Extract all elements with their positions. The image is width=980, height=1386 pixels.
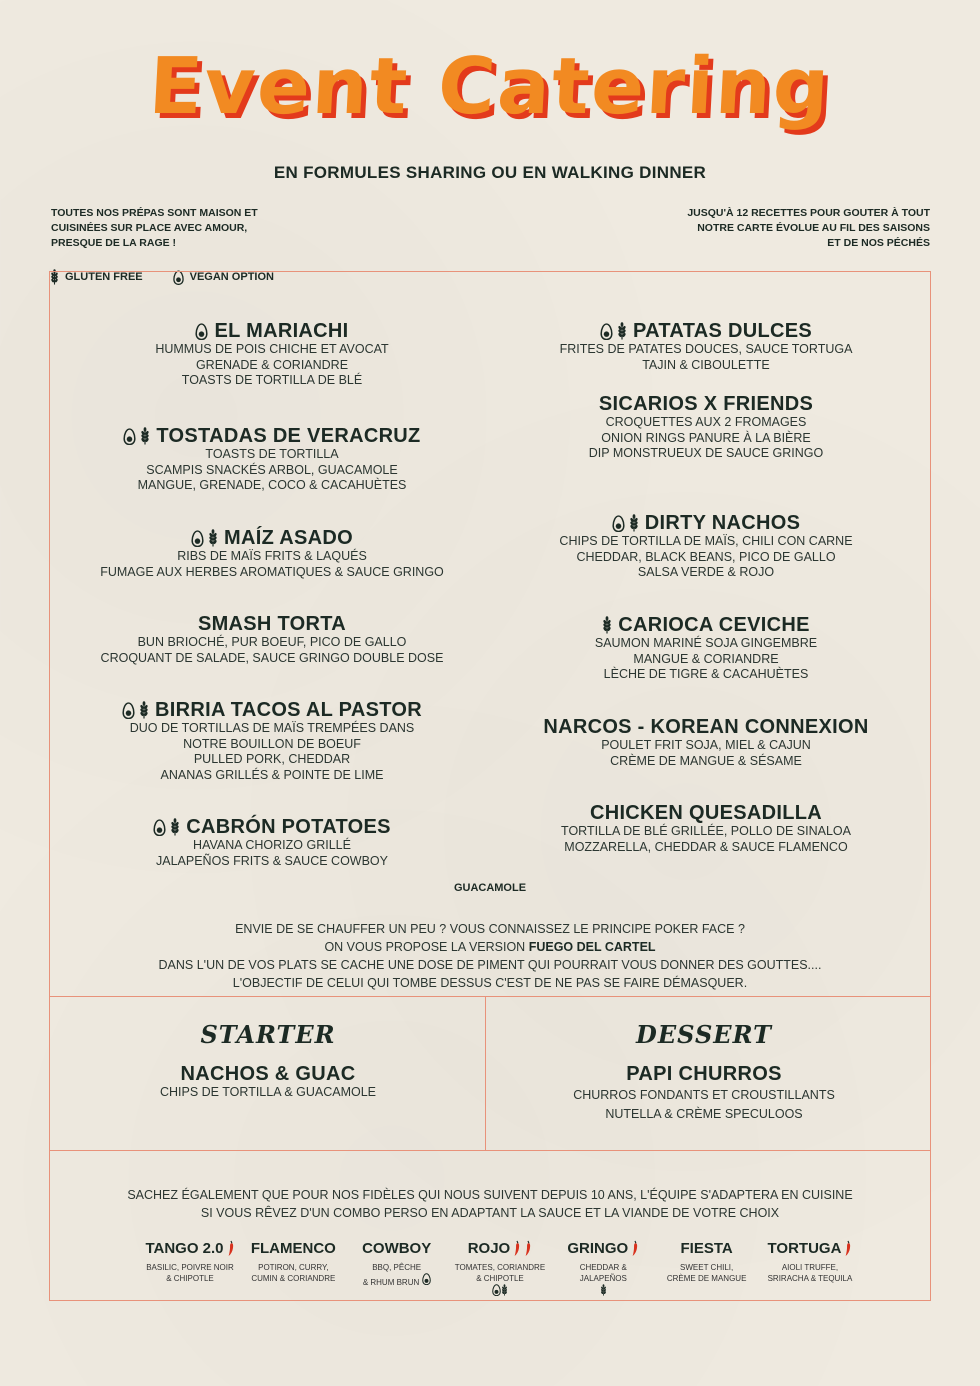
intro-note-line: CUISINÉES SUR PLACE AVEC AMOUR, [51, 222, 248, 234]
intro-note-line: NOTRE CARTE ÉVOLUE AU FIL DES SAISONS [697, 222, 930, 234]
dish-maiz-asado [72, 527, 472, 580]
dish-desc: SAUMON MARINÉ SOJA GINGEMBRE [594, 636, 818, 650]
dish-desc: POULET FRIT SOJA, MIEL & CAJUN [601, 738, 811, 752]
fuego-line: L'OBJECTIF DE CELUI QUI TOMBE DESSUS C'EST DE NE PAS SE FAIRE DÉMASQUER. [232, 976, 748, 990]
dish-desc: CRÈME DE MANGUE & SÉSAME [610, 753, 802, 768]
dish-desc: CHURROS FONDANTS ET CROUSTILLANTS [573, 1088, 835, 1102]
dish-dirty-nachos [506, 512, 906, 581]
dish-tostadas [72, 425, 472, 494]
dish-name: SICARIOS X FRIENDS [598, 393, 814, 415]
bottom-line: SACHEZ ÉGALEMENT QUE POUR NOS FIDÈLES QUI NOUS SUIVENT DEPUIS 10 ANS, L'ÉQUIPE S'ADAPTERA EN CUISINE [127, 1188, 853, 1202]
dish-desc: FRITES DE PATATES DOUCES, SAUCE TORTUGA [559, 342, 853, 356]
dish-desc: MANGUE, GRENADE, COCO & CACAHUÈTES [137, 478, 407, 492]
dish-desc: DUO DE TORTILLAS DE MAÏS TREMPÉES DANS [129, 721, 415, 735]
dish-desc: SCAMPIS SNACKÉS ARBOL, GUACAMOLE [146, 462, 398, 477]
dish-name: CARIOCA CEVICHE [618, 614, 810, 636]
legend-label: GLUTEN FREE [65, 271, 143, 283]
dish-desc: FUMAGE AUX HERBES AROMATIQUES & SAUCE GRINGO [100, 564, 444, 579]
dish-name: NACHOS & GUAC [180, 1063, 356, 1085]
sauce-desc: & RHUM BRUN [362, 1278, 420, 1287]
dish-desc: CHIPS DE TORTILLA & GUACAMOLE [159, 1085, 377, 1099]
dish-patatas-dulces [506, 320, 906, 373]
dish-desc: TAJIN & CIBOULETTE [642, 357, 770, 372]
dish-name: EL MARIACHI [214, 320, 349, 342]
intro-note-line: ET DE NOS PÉCHÉS [827, 237, 930, 249]
dish-desc: CHIPS DE TORTILLA DE MAÏS, CHILI CON CARNE [559, 534, 853, 548]
sauce-cowboy [347, 1240, 447, 1299]
dish-chicken-quesadilla [506, 802, 906, 855]
dish-desc: LÈCHE DE TIGRE & CACAHUÈTES [603, 667, 809, 681]
dish-desc: HUMMUS DE POIS CHICHE ET AVOCAT [155, 342, 389, 356]
dish-desc: PULLED PORK, CHEDDAR [193, 752, 351, 766]
guacamole-label: GUACAMOLE [453, 882, 527, 894]
divider [485, 996, 486, 1150]
wheat-icon [208, 529, 218, 547]
sauce-list [140, 1240, 860, 1299]
dish-desc: CHEDDAR, BLACK BEANS, PICO DE GALLO [576, 549, 836, 564]
dish-name: NARCOS - KOREAN CONNEXION [543, 716, 869, 738]
sauce-desc: POTIRON, CURRY, [258, 1263, 329, 1272]
wheat-icon [140, 427, 150, 445]
avocado-icon [122, 702, 135, 719]
dessert-heading: DESSERT [636, 1020, 772, 1049]
chili-icon [844, 1240, 852, 1257]
avocado-icon [191, 530, 204, 547]
dish-desc: TOASTS DE TORTILLA DE BLÉ [181, 373, 363, 387]
sauce-tortuga [760, 1240, 860, 1299]
avocado-icon [123, 428, 136, 445]
dish-name: BIRRIA TACOS AL PASTOR [155, 699, 422, 721]
sauce-desc: SWEET CHILI, [680, 1263, 734, 1272]
starter-section [60, 1020, 476, 1101]
dish-desc: DIP MONSTRUEUX DE SAUCE GRINGO [588, 446, 824, 460]
dessert-section [496, 1020, 912, 1122]
sauce-name: FIESTA [680, 1240, 733, 1257]
avocado-icon [153, 819, 166, 836]
sauce-desc: CHEDDAR & [579, 1263, 627, 1272]
dish-desc: JALAPEÑOS FRITS & SAUCE COWBOY [156, 853, 388, 868]
sauce-desc: BBQ, PÊCHE [372, 1263, 422, 1272]
dish-name: SMASH TORTA [197, 613, 347, 635]
dish-name: DIRTY NACHOS [644, 512, 801, 534]
avocado-icon [422, 1273, 431, 1285]
chili-icon [631, 1240, 639, 1257]
legend-label: VEGAN OPTION [189, 271, 274, 283]
sauce-desc: CRÈME DE MANGUE [666, 1274, 747, 1283]
sauce-tango [140, 1240, 240, 1299]
sauce-name: COWBOY [362, 1240, 432, 1257]
sauce-rojo [450, 1240, 550, 1299]
sauce-name: TORTUGA [767, 1240, 842, 1257]
avocado-icon [492, 1284, 501, 1296]
sauce-fiesta [657, 1240, 757, 1299]
intro-note-left [51, 206, 311, 251]
wheat-icon [602, 616, 612, 634]
intro-note-right [630, 206, 930, 251]
sauce-name: TANGO 2.0 [145, 1240, 224, 1257]
dish-carioca-ceviche [506, 614, 906, 683]
chili-icon [513, 1240, 521, 1257]
dish-name: CHICKEN QUESADILLA [589, 802, 823, 824]
dish-sicarios-x-friends [506, 393, 906, 462]
fuego-line [60, 938, 920, 956]
starter-heading: STARTER [200, 1020, 336, 1049]
intro-note-line: TOUTES NOS PRÉPAS SONT MAISON ET [51, 207, 258, 219]
fuego-highlight: FUEGO DEL CARTEL [528, 940, 656, 954]
dish-desc: CROQUANT DE SALADE, SAUCE GRINGO DOUBLE DOSE [100, 650, 444, 665]
sauce-desc: & CHIPOTLE [476, 1274, 524, 1283]
sauce-name: ROJO [467, 1240, 511, 1257]
wheat-icon [139, 701, 149, 719]
sauce-desc: & CHIPOTLE [166, 1274, 214, 1283]
sauce-desc-row [347, 1273, 447, 1288]
dish-desc: NOTRE BOUILLON DE BOEUF [183, 736, 361, 751]
wheat-icon [170, 818, 180, 836]
dish-name: PAPI CHURROS [626, 1063, 782, 1085]
dish-el-mariachi [72, 320, 472, 389]
dish-smash-torta [72, 613, 472, 666]
dish-desc: SALSA VERDE & ROJO [637, 565, 775, 579]
fuego-line-text: ON VOUS PROPOSE LA VERSION [324, 940, 529, 954]
intro-note-line: JUSQU'À 12 RECETTES POUR GOUTER À TOUT [687, 207, 930, 219]
fuego-del-cartel-text [60, 920, 920, 992]
sauce-desc-row [450, 1273, 550, 1299]
dish-narcos-korean [506, 716, 906, 769]
sauce-desc: BASILIC, POIVRE NOIR [146, 1263, 234, 1272]
dish-cabron-potatoes [72, 816, 472, 869]
divider [49, 1150, 931, 1151]
sauce-desc: AIOLI TRUFFE, [781, 1263, 839, 1272]
dish-name: TOSTADAS DE VERACRUZ [156, 425, 421, 447]
dish-desc: TORTILLA DE BLÉ GRILLÉE, POLLO DE SINALOA [561, 824, 851, 838]
fuego-line: DANS L'UN DE VOS PLATS SE CACHE UNE DOSE DE PIMENT QUI POURRAIT VOUS DONNER DES GOUTTES.... [158, 958, 822, 972]
sauce-desc: CUMIN & CORIANDRE [251, 1274, 336, 1283]
dish-desc: NUTELLA & CRÈME SPECULOOS [605, 1106, 803, 1121]
avocado-icon [195, 323, 208, 340]
dish-name: PATATAS DULCES [632, 320, 812, 342]
dish-desc: GRENADE & CORIANDRE [195, 357, 349, 372]
dish-desc: MOZZARELLA, CHEDDAR & SAUCE FLAMENCO [564, 839, 848, 854]
dish-name: MAÍZ ASADO [224, 527, 353, 549]
sauce-desc: JALAPEÑOS [579, 1274, 627, 1283]
wheat-icon [501, 1284, 508, 1296]
dish-desc: HAVANA CHORIZO GRILLÉ [193, 838, 351, 852]
chili-icon [524, 1240, 532, 1257]
sauce-desc: TOMATES, CORIANDRE [454, 1263, 546, 1272]
sauce-gringo [553, 1240, 653, 1299]
sauce-desc-row [553, 1273, 653, 1299]
sauce-name: GRINGO [567, 1240, 629, 1257]
dish-desc: BUN BRIOCHÉ, PUR BOEUF, PICO DE GALLO [137, 635, 407, 649]
dish-desc: CROQUETTES AUX 2 FROMAGES [605, 415, 807, 429]
bottom-line: SI VOUS RÊVEZ D'UN COMBO PERSO EN ADAPTANT LA SAUCE ET LA VIANDE DE VOTRE CHOIX [200, 1206, 780, 1220]
sauce-flamenco [243, 1240, 343, 1299]
dish-desc: ANANAS GRILLÉS & POINTE DE LIME [160, 767, 384, 782]
page-subtitle: EN FORMULES SHARING OU EN WALKING DINNER [273, 163, 707, 182]
sauce-name: FLAMENCO [250, 1240, 336, 1257]
wheat-icon [600, 1284, 607, 1296]
dish-desc: TOASTS DE TORTILLA [205, 447, 339, 461]
page-title: Event Catering [146, 42, 834, 132]
dish-birria-tacos [72, 699, 472, 783]
fuego-line: ENVIE DE SE CHAUFFER UN PEU ? VOUS CONNAISSEZ LE PRINCIPE POKER FACE ? [235, 922, 745, 936]
sauce-desc: SRIRACHA & TEQUILA [767, 1274, 853, 1283]
dish-desc: ONION RINGS PANURE À LA BIÈRE [601, 430, 811, 445]
chili-icon [227, 1240, 235, 1257]
intro-note-line: PRESQUE DE LA RAGE ! [51, 237, 177, 249]
custom-combo-text [60, 1186, 920, 1222]
wheat-icon [617, 322, 627, 340]
avocado-icon [612, 515, 625, 532]
avocado-icon [600, 323, 613, 340]
dish-desc: MANGUE & CORIANDRE [633, 651, 779, 666]
wheat-icon [629, 514, 639, 532]
divider [49, 996, 931, 997]
dish-name: CABRÓN POTATOES [186, 816, 391, 838]
dish-desc: RIBS DE MAÏS FRITS & LAQUÉS [177, 549, 367, 563]
